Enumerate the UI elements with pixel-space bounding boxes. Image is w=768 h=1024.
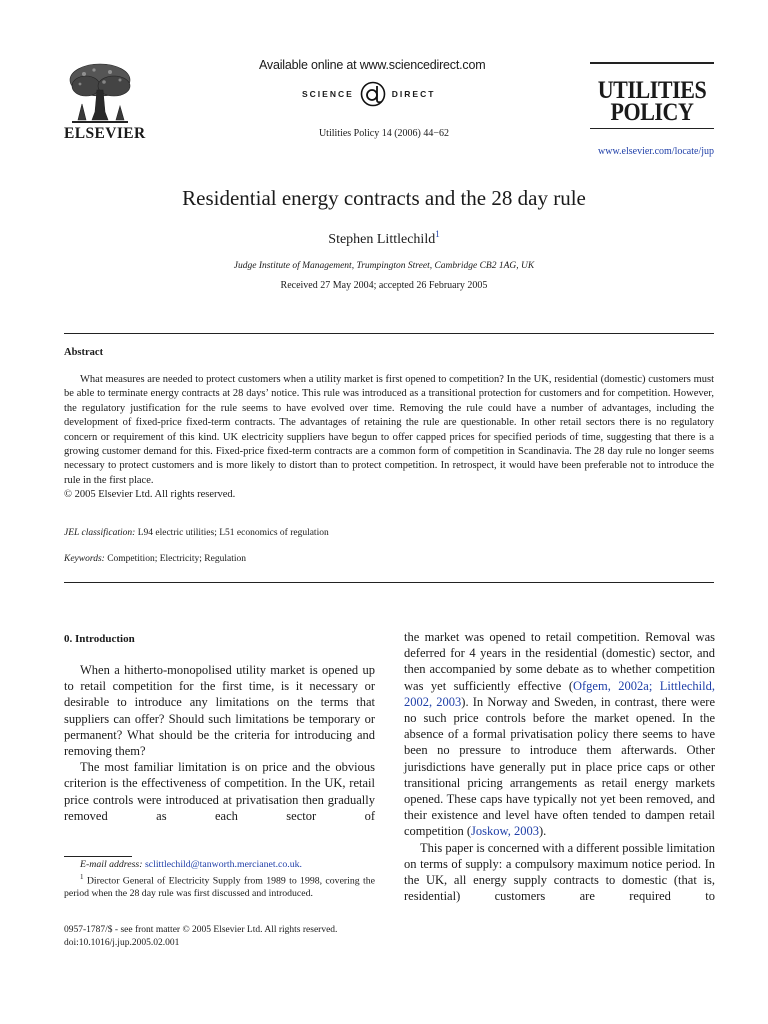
- keywords: [64, 554, 246, 564]
- intro-paragraph-4: This paper is concerned with a different possible limitation on terms of supply: a compulsory maximum notice period. In the UK, all energy supply contracts to domestic (that is, residential) customers are required to: [404, 840, 715, 904]
- keywords-label: Keywords:: [64, 554, 105, 564]
- email-label: E-mail address:: [80, 859, 143, 870]
- author-footnote: [64, 871, 375, 900]
- front-matter: [64, 924, 337, 950]
- footnote-mark: 1: [80, 873, 84, 881]
- author-affiliation: Judge Institute of Management, Trumpington Street, Cambridge CB2 1AG, UK: [233, 261, 535, 271]
- article-title: Residential energy contracts and the 28 day rule: [182, 186, 586, 210]
- footnote-rule: [64, 856, 132, 857]
- keywords-text: Competition; Electricity; Regulation: [104, 554, 246, 564]
- reference-link-ofgem-littlechild[interactable]: Ofgem, 2002a; Littlechild, 2002, 2003: [404, 678, 715, 709]
- doi-line[interactable]: doi:10.1016/j.jup.2005.02.001: [64, 938, 180, 948]
- masthead-bottom-rule: [590, 128, 714, 129]
- intro-paragraph-3: [404, 629, 715, 840]
- abstract-bottom-rule: [64, 582, 714, 583]
- author-footnote-link[interactable]: 1: [435, 229, 440, 239]
- reference-link-joskow[interactable]: Joskow, 2003: [471, 824, 539, 839]
- available-online-text[interactable]: Available online at www.sciencedirect.com: [259, 58, 486, 72]
- email-link[interactable]: sclittlechild@tanworth.mercianet.co.uk.: [142, 859, 302, 870]
- abstract-heading: Abstract: [64, 347, 104, 358]
- journal-url-link[interactable]: www.elsevier.com/locate/jup: [598, 146, 714, 157]
- para3-text-b: ). In Norway and Sweden, in contrast, there were no such price controls before the market opened. In the absence of a formal privatisation policy there seems to have been no pressure to introduce them afterwards. Other jurisdictions have generally put in place price caps or other transitional pricing arrangements as retail energy markets opened. These caps have typically not yet been removed, and their existence and level have often tended to dampen retail competition (: [404, 694, 716, 839]
- abstract-copyright: © 2005 Elsevier Ltd. All rights reserved.: [64, 489, 236, 501]
- science-word: SCIENCE: [302, 89, 354, 99]
- journal-citation: Utilities Policy 14 (2006) 44−62: [318, 128, 450, 139]
- abstract-top-rule: [64, 333, 714, 334]
- journal-masthead: [590, 62, 714, 129]
- author-footnote-text: Director General of Electricity Supply from 1989 to 1998, covering the period when the 28 day rule was first discussed and introduced.: [64, 875, 375, 900]
- author-name: Stephen Littlechild: [328, 232, 436, 247]
- article-dates: Received 27 May 2004; accepted 26 February 2005: [280, 280, 488, 291]
- direct-word: DIRECT: [391, 89, 436, 99]
- jel-text: L94 electric utilities; L51 economics of regulation: [135, 528, 329, 538]
- section-heading: 0. Introduction: [64, 633, 135, 645]
- elsevier-tree-logo-icon: [64, 60, 136, 128]
- email-footnote: [64, 858, 375, 871]
- journal-title-line1: UTILITIES: [597, 77, 707, 104]
- journal-title-line2: POLICY: [610, 99, 694, 126]
- left-column: [64, 662, 375, 824]
- right-column: [404, 629, 715, 904]
- sciencedirect-at-icon: [358, 80, 388, 108]
- abstract-block: [64, 373, 714, 503]
- intro-paragraph-2: The most familiar limitation is on price and the obvious criterion is the effectiveness of competition. In the UK, retail price controls were introduced at privatisation then gradually removed as each sector of: [64, 760, 375, 823]
- jel-classification: [64, 528, 329, 538]
- footnotes: [64, 858, 375, 900]
- sciencedirect-logo: [302, 80, 435, 108]
- abstract-text: What measures are needed to protect customers when a utility market is first opened to competition? In the UK, residential (domestic) customers must be able to terminate energy contracts at 28 days’ notice. This rule was introduced as a transitional protection for customers and for competition. However, the regulatory justification for the rule seems to have evolved over time. Removing the rule could have a number of advantages, including the development of fixed-price fixed-term contracts. The advantages of retaining the rule are questionable. In other retail sectors there is no regulatory concern or requirement of this kind. UK electricity suppliers have begun to offer capped prices for specified periods of time, suggesting that there is a growing customer demand for this. Fixed-price fixed-term contracts are a common form of competition in Scandinavia. The 28 day rule no longer seems necessary to protect customers and is more likely to distort than to protect competition. In retrospect, it would have been preferable not to introduce the rule in the first place.: [64, 374, 714, 486]
- journal-title: [597, 64, 706, 128]
- jel-label: JEL classification:: [64, 528, 136, 538]
- issn-line: 0957-1787/$ - see front matter © 2005 Elsevier Ltd. All rights reserved.: [64, 925, 338, 935]
- intro-paragraph-1: When a hitherto-monopolised utility market is opened up to retail competition for the first time, is it necessary or desirable to introduce any limitations on the terms that suppliers can offer? Should such limitations be temporary or permanent? What should be the criteria for introducing and removing them?: [64, 663, 375, 759]
- para3-text-c: ).: [538, 824, 547, 839]
- author-line: [0, 229, 768, 248]
- publisher-name: ELSEVIER: [64, 125, 146, 142]
- para3-text-a: the market was opened to retail competition. Removal was deferred for 4 years in the residential (domestic) sector, and then accompanied by some debate as to whether competition was yet sufficiently effective (: [404, 630, 715, 693]
